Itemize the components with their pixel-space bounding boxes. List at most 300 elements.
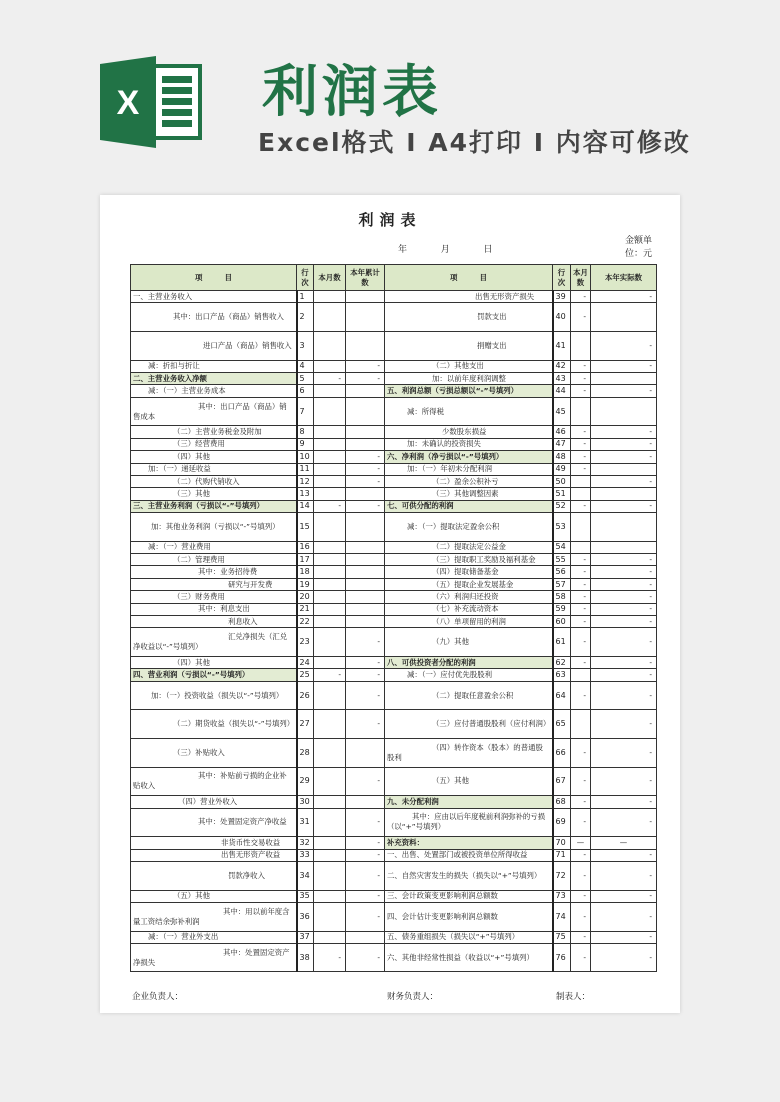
left-item-cell[interactable]: 其中：处置固定资产净损失: [131, 943, 297, 972]
left-month-amount-cell[interactable]: [314, 451, 346, 463]
left-item-cell[interactable]: 加：其他业务利润（亏损以“-”号填列）: [131, 513, 297, 542]
right-year-amount-cell[interactable]: -: [591, 849, 657, 861]
left-line-no-cell[interactable]: 38: [297, 943, 314, 972]
left-month-amount-cell[interactable]: [314, 861, 346, 890]
left-line-no-cell[interactable]: 12: [297, 475, 314, 487]
right-month-amount-cell[interactable]: [571, 541, 591, 553]
right-line-no-cell[interactable]: 49: [553, 463, 571, 475]
right-item-cell[interactable]: （五）其他: [385, 767, 553, 796]
right-item-cell[interactable]: 减：（一）应付优先股股利: [385, 669, 553, 681]
left-year-amount-cell[interactable]: [346, 603, 385, 615]
right-line-no-cell[interactable]: 40: [553, 303, 571, 332]
left-item-cell[interactable]: 三、主营业务利润（亏损以“-”号填列）: [131, 500, 297, 512]
right-year-amount-cell[interactable]: -: [591, 578, 657, 590]
right-item-cell[interactable]: （三）应付普通股股利（应付利润）: [385, 710, 553, 739]
left-year-amount-cell[interactable]: -: [346, 943, 385, 972]
left-line-no-cell[interactable]: 11: [297, 463, 314, 475]
left-year-amount-cell[interactable]: -: [346, 837, 385, 849]
right-year-amount-cell[interactable]: -: [591, 902, 657, 931]
left-month-amount-cell[interactable]: [314, 554, 346, 566]
left-year-amount-cell[interactable]: [346, 931, 385, 943]
left-item-cell[interactable]: 非货币性交易收益: [131, 837, 297, 849]
left-item-cell[interactable]: 进口产品（商品）销售收入: [131, 331, 297, 360]
right-item-cell[interactable]: 九、未分配利润: [385, 796, 553, 808]
right-item-cell[interactable]: 四、会计估计变更影响利润总额数: [385, 902, 553, 931]
left-item-cell[interactable]: 出售无形资产收益: [131, 849, 297, 861]
left-year-amount-cell[interactable]: [346, 796, 385, 808]
left-month-amount-cell[interactable]: [314, 488, 346, 500]
left-year-amount-cell[interactable]: [346, 488, 385, 500]
left-year-amount-cell[interactable]: -: [346, 628, 385, 657]
left-month-amount-cell[interactable]: [314, 397, 346, 426]
left-year-amount-cell[interactable]: -: [346, 360, 385, 372]
right-month-amount-cell[interactable]: [571, 397, 591, 426]
left-line-no-cell[interactable]: 13: [297, 488, 314, 500]
left-line-no-cell[interactable]: 14: [297, 500, 314, 512]
right-month-amount-cell[interactable]: -: [571, 566, 591, 578]
right-month-amount-cell[interactable]: -: [571, 438, 591, 450]
right-line-no-cell[interactable]: 66: [553, 738, 571, 767]
right-line-no-cell[interactable]: 41: [553, 331, 571, 360]
right-item-cell[interactable]: 二、自然灾害发生的损失（损失以“+”号填列）: [385, 861, 553, 890]
left-month-amount-cell[interactable]: [314, 849, 346, 861]
right-year-amount-cell[interactable]: [591, 541, 657, 553]
right-year-amount-cell[interactable]: -: [591, 591, 657, 603]
left-month-amount-cell[interactable]: [314, 796, 346, 808]
right-item-cell[interactable]: （四）提取储备基金: [385, 566, 553, 578]
left-item-cell[interactable]: 减：（一）营业费用: [131, 541, 297, 553]
left-year-amount-cell[interactable]: [346, 616, 385, 628]
left-month-amount-cell[interactable]: [314, 360, 346, 372]
right-year-amount-cell[interactable]: -: [591, 500, 657, 512]
left-line-no-cell[interactable]: 16: [297, 541, 314, 553]
left-year-amount-cell[interactable]: [346, 397, 385, 426]
right-year-amount-cell[interactable]: -: [591, 331, 657, 360]
right-month-amount-cell[interactable]: -: [571, 578, 591, 590]
right-month-amount-cell[interactable]: -: [571, 931, 591, 943]
right-year-amount-cell[interactable]: -: [591, 861, 657, 890]
left-year-amount-cell[interactable]: [346, 738, 385, 767]
right-month-amount-cell[interactable]: -: [571, 451, 591, 463]
right-item-cell[interactable]: （九）其他: [385, 628, 553, 657]
right-line-no-cell[interactable]: 74: [553, 902, 571, 931]
left-item-cell[interactable]: 其中：出口产品（商品）销售收入: [131, 303, 297, 332]
right-month-amount-cell[interactable]: -: [571, 616, 591, 628]
right-year-amount-cell[interactable]: -: [591, 669, 657, 681]
left-item-cell[interactable]: 减：（一）营业外支出: [131, 931, 297, 943]
left-month-amount-cell[interactable]: [314, 541, 346, 553]
left-item-cell[interactable]: 其中：用以前年度含量工资结余弥补利润: [131, 902, 297, 931]
left-year-amount-cell[interactable]: -: [346, 657, 385, 669]
left-year-amount-cell[interactable]: -: [346, 475, 385, 487]
right-item-cell[interactable]: 其中：应由以后年度税前利润弥补的亏损（以“+”号填列）: [385, 808, 553, 837]
right-item-cell[interactable]: 减：（一）提取法定盈余公积: [385, 513, 553, 542]
right-item-cell[interactable]: （八）单项留用的利润: [385, 616, 553, 628]
right-line-no-cell[interactable]: 48: [553, 451, 571, 463]
right-month-amount-cell[interactable]: -: [571, 500, 591, 512]
right-year-amount-cell[interactable]: -: [591, 438, 657, 450]
right-month-amount-cell[interactable]: [571, 669, 591, 681]
right-month-amount-cell[interactable]: [571, 710, 591, 739]
right-year-amount-cell[interactable]: [591, 463, 657, 475]
right-line-no-cell[interactable]: 64: [553, 681, 571, 710]
right-line-no-cell[interactable]: 75: [553, 931, 571, 943]
right-month-amount-cell[interactable]: -: [571, 796, 591, 808]
right-item-cell[interactable]: 七、可供分配的利润: [385, 500, 553, 512]
left-item-cell[interactable]: （二）代购代销收入: [131, 475, 297, 487]
left-month-amount-cell[interactable]: [314, 837, 346, 849]
left-year-amount-cell[interactable]: [346, 291, 385, 303]
left-item-cell[interactable]: 二、主营业务收入净额: [131, 372, 297, 384]
left-year-amount-cell[interactable]: -: [346, 463, 385, 475]
right-line-no-cell[interactable]: 67: [553, 767, 571, 796]
right-line-no-cell[interactable]: 50: [553, 475, 571, 487]
right-line-no-cell[interactable]: 59: [553, 603, 571, 615]
right-year-amount-cell[interactable]: —: [591, 837, 657, 849]
left-line-no-cell[interactable]: 7: [297, 397, 314, 426]
left-item-cell[interactable]: 减：（一）主营业务成本: [131, 385, 297, 397]
right-month-amount-cell[interactable]: —: [571, 837, 591, 849]
left-item-cell[interactable]: （三）其他: [131, 488, 297, 500]
right-line-no-cell[interactable]: 72: [553, 861, 571, 890]
left-month-amount-cell[interactable]: [314, 902, 346, 931]
left-item-cell[interactable]: 四、营业利润（亏损以“-”号填列）: [131, 669, 297, 681]
right-year-amount-cell[interactable]: [591, 372, 657, 384]
right-year-amount-cell[interactable]: -: [591, 475, 657, 487]
right-line-no-cell[interactable]: 70: [553, 837, 571, 849]
left-item-cell[interactable]: 罚款净收入: [131, 861, 297, 890]
left-line-no-cell[interactable]: 30: [297, 796, 314, 808]
right-year-amount-cell[interactable]: -: [591, 796, 657, 808]
left-line-no-cell[interactable]: 18: [297, 566, 314, 578]
right-year-amount-cell[interactable]: [591, 303, 657, 332]
left-line-no-cell[interactable]: 15: [297, 513, 314, 542]
left-line-no-cell[interactable]: 9: [297, 438, 314, 450]
left-line-no-cell[interactable]: 25: [297, 669, 314, 681]
left-line-no-cell[interactable]: 27: [297, 710, 314, 739]
right-month-amount-cell[interactable]: -: [571, 681, 591, 710]
right-line-no-cell[interactable]: 76: [553, 943, 571, 972]
left-item-cell[interactable]: （二）期货收益（损失以“-”号填列）: [131, 710, 297, 739]
left-month-amount-cell[interactable]: -: [314, 372, 346, 384]
right-year-amount-cell[interactable]: -: [591, 681, 657, 710]
left-year-amount-cell[interactable]: -: [346, 372, 385, 384]
right-line-no-cell[interactable]: 42: [553, 360, 571, 372]
left-year-amount-cell[interactable]: -: [346, 710, 385, 739]
left-year-amount-cell[interactable]: -: [346, 902, 385, 931]
left-year-amount-cell[interactable]: -: [346, 451, 385, 463]
right-month-amount-cell[interactable]: [571, 488, 591, 500]
left-line-no-cell[interactable]: 35: [297, 890, 314, 902]
left-line-no-cell[interactable]: 5: [297, 372, 314, 384]
left-item-cell[interactable]: （三）补贴收入: [131, 738, 297, 767]
right-year-amount-cell[interactable]: -: [591, 767, 657, 796]
left-line-no-cell[interactable]: 4: [297, 360, 314, 372]
right-year-amount-cell[interactable]: -: [591, 360, 657, 372]
right-year-amount-cell[interactable]: [591, 397, 657, 426]
right-line-no-cell[interactable]: 56: [553, 566, 571, 578]
left-year-amount-cell[interactable]: [346, 426, 385, 438]
left-month-amount-cell[interactable]: -: [314, 669, 346, 681]
left-item-cell[interactable]: 一、主营业务收入: [131, 291, 297, 303]
right-line-no-cell[interactable]: 54: [553, 541, 571, 553]
right-item-cell[interactable]: （三）其他调整因素: [385, 488, 553, 500]
left-item-cell[interactable]: （二）主营业务税金及附加: [131, 426, 297, 438]
right-line-no-cell[interactable]: 39: [553, 291, 571, 303]
right-month-amount-cell[interactable]: -: [571, 360, 591, 372]
right-line-no-cell[interactable]: 60: [553, 616, 571, 628]
left-year-amount-cell[interactable]: -: [346, 681, 385, 710]
left-item-cell[interactable]: 加：（一）投资收益（损失以“-”号填列）: [131, 681, 297, 710]
left-year-amount-cell[interactable]: -: [346, 808, 385, 837]
right-item-cell[interactable]: （六）利润归还投资: [385, 591, 553, 603]
left-item-cell[interactable]: （四）营业外收入: [131, 796, 297, 808]
right-month-amount-cell[interactable]: -: [571, 463, 591, 475]
right-item-cell[interactable]: 三、会计政策变更影响利润总额数: [385, 890, 553, 902]
right-month-amount-cell[interactable]: -: [571, 426, 591, 438]
left-item-cell[interactable]: 其中：利息支出: [131, 603, 297, 615]
right-month-amount-cell[interactable]: -: [571, 849, 591, 861]
right-year-amount-cell[interactable]: -: [591, 657, 657, 669]
right-year-amount-cell[interactable]: -: [591, 566, 657, 578]
left-line-no-cell[interactable]: 17: [297, 554, 314, 566]
left-item-cell[interactable]: （四）其他: [131, 451, 297, 463]
left-line-no-cell[interactable]: 20: [297, 591, 314, 603]
right-line-no-cell[interactable]: 57: [553, 578, 571, 590]
right-item-cell[interactable]: 加：未确认的投资损失: [385, 438, 553, 450]
right-line-no-cell[interactable]: 58: [553, 591, 571, 603]
right-year-amount-cell[interactable]: -: [591, 931, 657, 943]
left-line-no-cell[interactable]: 1: [297, 291, 314, 303]
right-month-amount-cell[interactable]: -: [571, 890, 591, 902]
right-year-amount-cell[interactable]: -: [591, 451, 657, 463]
right-line-no-cell[interactable]: 69: [553, 808, 571, 837]
left-month-amount-cell[interactable]: [314, 426, 346, 438]
left-month-amount-cell[interactable]: [314, 463, 346, 475]
left-month-amount-cell[interactable]: [314, 475, 346, 487]
left-month-amount-cell[interactable]: [314, 808, 346, 837]
right-line-no-cell[interactable]: 45: [553, 397, 571, 426]
left-month-amount-cell[interactable]: [314, 681, 346, 710]
right-month-amount-cell[interactable]: [571, 331, 591, 360]
right-line-no-cell[interactable]: 63: [553, 669, 571, 681]
right-line-no-cell[interactable]: 61: [553, 628, 571, 657]
left-item-cell[interactable]: （四）其他: [131, 657, 297, 669]
right-month-amount-cell[interactable]: [571, 513, 591, 542]
right-item-cell[interactable]: 加：（一）年初未分配利润: [385, 463, 553, 475]
right-month-amount-cell[interactable]: -: [571, 808, 591, 837]
left-year-amount-cell[interactable]: [346, 554, 385, 566]
right-line-no-cell[interactable]: 73: [553, 890, 571, 902]
right-item-cell[interactable]: 出售无形资产损失: [385, 291, 553, 303]
left-line-no-cell[interactable]: 10: [297, 451, 314, 463]
left-line-no-cell[interactable]: 33: [297, 849, 314, 861]
left-year-amount-cell[interactable]: [346, 578, 385, 590]
left-item-cell[interactable]: 汇兑净损失（汇兑净收益以“-”号填列）: [131, 628, 297, 657]
left-year-amount-cell[interactable]: [346, 331, 385, 360]
left-month-amount-cell[interactable]: [314, 616, 346, 628]
left-line-no-cell[interactable]: 23: [297, 628, 314, 657]
left-month-amount-cell[interactable]: [314, 591, 346, 603]
left-month-amount-cell[interactable]: [314, 738, 346, 767]
left-line-no-cell[interactable]: 3: [297, 331, 314, 360]
right-item-cell[interactable]: 五、债务重组损失（损失以“+”号填列）: [385, 931, 553, 943]
left-month-amount-cell[interactable]: [314, 303, 346, 332]
left-year-amount-cell[interactable]: [346, 591, 385, 603]
right-item-cell[interactable]: （二）其他支出: [385, 360, 553, 372]
left-item-cell[interactable]: 利息收入: [131, 616, 297, 628]
left-line-no-cell[interactable]: 6: [297, 385, 314, 397]
right-item-cell[interactable]: 少数股东损益: [385, 426, 553, 438]
left-item-cell[interactable]: 其中：补贴前亏损的企业补贴收入: [131, 767, 297, 796]
right-line-no-cell[interactable]: 44: [553, 385, 571, 397]
right-year-amount-cell[interactable]: -: [591, 738, 657, 767]
left-line-no-cell[interactable]: 24: [297, 657, 314, 669]
right-year-amount-cell[interactable]: -: [591, 890, 657, 902]
left-line-no-cell[interactable]: 26: [297, 681, 314, 710]
left-month-amount-cell[interactable]: -: [314, 500, 346, 512]
left-year-amount-cell[interactable]: -: [346, 890, 385, 902]
right-month-amount-cell[interactable]: -: [571, 603, 591, 615]
left-month-amount-cell[interactable]: [314, 291, 346, 303]
right-month-amount-cell[interactable]: -: [571, 767, 591, 796]
left-month-amount-cell[interactable]: [314, 331, 346, 360]
right-month-amount-cell[interactable]: -: [571, 861, 591, 890]
right-line-no-cell[interactable]: 55: [553, 554, 571, 566]
left-month-amount-cell[interactable]: [314, 931, 346, 943]
left-year-amount-cell[interactable]: [346, 541, 385, 553]
right-month-amount-cell[interactable]: -: [571, 738, 591, 767]
right-year-amount-cell[interactable]: -: [591, 291, 657, 303]
right-item-cell[interactable]: 六、净利润（净亏损以“-”号填列）: [385, 451, 553, 463]
right-line-no-cell[interactable]: 71: [553, 849, 571, 861]
right-item-cell[interactable]: （二）提取法定公益金: [385, 541, 553, 553]
right-year-amount-cell[interactable]: -: [591, 628, 657, 657]
right-month-amount-cell[interactable]: -: [571, 372, 591, 384]
right-item-cell[interactable]: （七）补充流动资本: [385, 603, 553, 615]
right-month-amount-cell[interactable]: -: [571, 385, 591, 397]
left-line-no-cell[interactable]: 28: [297, 738, 314, 767]
right-year-amount-cell[interactable]: -: [591, 943, 657, 972]
right-line-no-cell[interactable]: 52: [553, 500, 571, 512]
right-year-amount-cell[interactable]: -: [591, 808, 657, 837]
right-line-no-cell[interactable]: 53: [553, 513, 571, 542]
right-year-amount-cell[interactable]: -: [591, 554, 657, 566]
left-month-amount-cell[interactable]: [314, 628, 346, 657]
left-line-no-cell[interactable]: 8: [297, 426, 314, 438]
right-item-cell[interactable]: （四）转作资本（股本）的普通股股利: [385, 738, 553, 767]
left-year-amount-cell[interactable]: [346, 303, 385, 332]
left-line-no-cell[interactable]: 32: [297, 837, 314, 849]
left-line-no-cell[interactable]: 36: [297, 902, 314, 931]
right-item-cell[interactable]: 一、出售、处置部门或被投资单位所得收益: [385, 849, 553, 861]
right-month-amount-cell[interactable]: -: [571, 291, 591, 303]
left-line-no-cell[interactable]: 31: [297, 808, 314, 837]
left-item-cell[interactable]: 其中：处置固定资产净收益: [131, 808, 297, 837]
left-month-amount-cell[interactable]: [314, 578, 346, 590]
right-item-cell[interactable]: （三）提取职工奖励及福利基金: [385, 554, 553, 566]
right-year-amount-cell[interactable]: -: [591, 616, 657, 628]
right-year-amount-cell[interactable]: -: [591, 710, 657, 739]
right-month-amount-cell[interactable]: -: [571, 628, 591, 657]
left-item-cell[interactable]: （三）财务费用: [131, 591, 297, 603]
left-year-amount-cell[interactable]: [346, 385, 385, 397]
right-item-cell[interactable]: （五）提取企业发展基金: [385, 578, 553, 590]
right-item-cell[interactable]: 罚款支出: [385, 303, 553, 332]
left-line-no-cell[interactable]: 2: [297, 303, 314, 332]
right-line-no-cell[interactable]: 51: [553, 488, 571, 500]
right-month-amount-cell[interactable]: [571, 475, 591, 487]
left-line-no-cell[interactable]: 22: [297, 616, 314, 628]
left-line-no-cell[interactable]: 21: [297, 603, 314, 615]
right-month-amount-cell[interactable]: -: [571, 303, 591, 332]
left-item-cell[interactable]: （二）管理费用: [131, 554, 297, 566]
left-year-amount-cell[interactable]: -: [346, 669, 385, 681]
right-year-amount-cell[interactable]: -: [591, 426, 657, 438]
left-year-amount-cell[interactable]: -: [346, 767, 385, 796]
left-month-amount-cell[interactable]: [314, 657, 346, 669]
left-item-cell[interactable]: 加：（一）递延收益: [131, 463, 297, 475]
right-month-amount-cell[interactable]: -: [571, 657, 591, 669]
left-item-cell[interactable]: 研究与开发费: [131, 578, 297, 590]
right-year-amount-cell[interactable]: -: [591, 603, 657, 615]
left-month-amount-cell[interactable]: [314, 767, 346, 796]
left-year-amount-cell[interactable]: -: [346, 500, 385, 512]
left-item-cell[interactable]: （三）经营费用: [131, 438, 297, 450]
right-item-cell[interactable]: 捐赠支出: [385, 331, 553, 360]
right-line-no-cell[interactable]: 68: [553, 796, 571, 808]
left-month-amount-cell[interactable]: [314, 710, 346, 739]
right-item-cell[interactable]: 补充资料：: [385, 837, 553, 849]
right-item-cell[interactable]: 加：以前年度利润调整: [385, 372, 553, 384]
left-year-amount-cell[interactable]: -: [346, 861, 385, 890]
right-item-cell[interactable]: （二）提取任意盈余公积: [385, 681, 553, 710]
left-line-no-cell[interactable]: 19: [297, 578, 314, 590]
left-month-amount-cell[interactable]: [314, 513, 346, 542]
left-item-cell[interactable]: 其中：业务招待费: [131, 566, 297, 578]
right-line-no-cell[interactable]: 46: [553, 426, 571, 438]
right-line-no-cell[interactable]: 65: [553, 710, 571, 739]
right-month-amount-cell[interactable]: -: [571, 554, 591, 566]
right-month-amount-cell[interactable]: -: [571, 902, 591, 931]
left-month-amount-cell[interactable]: -: [314, 943, 346, 972]
right-item-cell[interactable]: 五、利润总额（亏损总额以“-”号填列）: [385, 385, 553, 397]
left-year-amount-cell[interactable]: [346, 438, 385, 450]
right-line-no-cell[interactable]: 43: [553, 372, 571, 384]
left-month-amount-cell[interactable]: [314, 890, 346, 902]
right-year-amount-cell[interactable]: [591, 488, 657, 500]
right-line-no-cell[interactable]: 62: [553, 657, 571, 669]
right-line-no-cell[interactable]: 47: [553, 438, 571, 450]
left-item-cell[interactable]: 其中：出口产品（商品）销售成本: [131, 397, 297, 426]
left-year-amount-cell[interactable]: [346, 566, 385, 578]
left-item-cell[interactable]: （五）其他: [131, 890, 297, 902]
left-year-amount-cell[interactable]: -: [346, 849, 385, 861]
right-month-amount-cell[interactable]: -: [571, 591, 591, 603]
left-line-no-cell[interactable]: 34: [297, 861, 314, 890]
left-month-amount-cell[interactable]: [314, 385, 346, 397]
left-year-amount-cell[interactable]: [346, 513, 385, 542]
left-line-no-cell[interactable]: 37: [297, 931, 314, 943]
right-item-cell[interactable]: 六、其他非经常性损益（收益以“+”号填列）: [385, 943, 553, 972]
left-month-amount-cell[interactable]: [314, 438, 346, 450]
right-year-amount-cell[interactable]: -: [591, 385, 657, 397]
left-month-amount-cell[interactable]: [314, 603, 346, 615]
left-item-cell[interactable]: 减：折扣与折让: [131, 360, 297, 372]
right-item-cell[interactable]: （二）盈余公积补亏: [385, 475, 553, 487]
right-item-cell[interactable]: 八、可供投资者分配的利润: [385, 657, 553, 669]
right-year-amount-cell[interactable]: [591, 513, 657, 542]
